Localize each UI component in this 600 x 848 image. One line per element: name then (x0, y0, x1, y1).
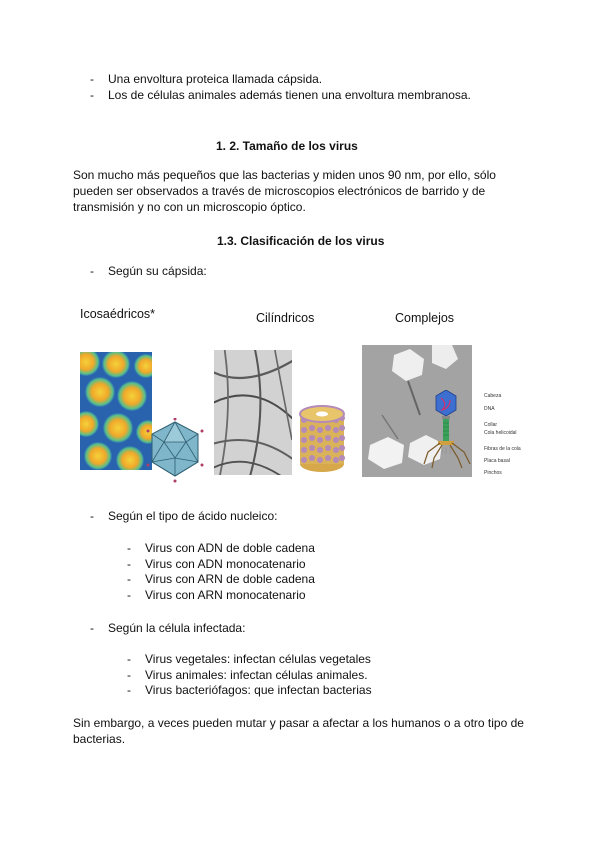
figure-label-complex: Complejos (395, 311, 455, 325)
intro-list-text: Una envoltura proteica llamada cápsida. (108, 72, 323, 86)
bullet-dash: - (127, 652, 131, 666)
criterion-label: Según su cápsida: (108, 264, 207, 278)
nucleic-acid-text: Virus con ARN de doble cadena (145, 572, 315, 586)
bacteriophage-model-icon (420, 390, 476, 470)
bullet-dash: - (127, 588, 131, 602)
nucleic-acid-text: Virus con ADN monocatenario (145, 557, 306, 571)
cell-item-text: Virus animales: infectan células animales. (145, 668, 368, 682)
nucleic-acid-text: Virus con ARN monocatenario (145, 588, 306, 602)
phage-annotation: Collar (484, 422, 498, 428)
bullet-dash: - (90, 72, 94, 86)
phage-annotation: Pinchos (484, 470, 502, 476)
phage-annotation: Cola helicoidal (484, 430, 517, 436)
bullet-dash: - (90, 621, 94, 635)
bullet-dash: - (90, 264, 94, 278)
section-heading-size: 1. 2. Tamaño de los virus (216, 139, 358, 153)
bullet-dash: - (127, 668, 131, 682)
size-paragraph: Son mucho más pequeños que las bacterias y miden unos 90 nm, por ello, sólo pueden ser observados a través de microscopios electrónicos de barrido y de transmisión y no con un microscopio óptico. (73, 168, 496, 214)
bullet-dash: - (127, 683, 131, 697)
icosahedral-micrograph-graphic (80, 352, 152, 470)
phage-annotation: DNA (484, 406, 495, 412)
criterion-label: Según la célula infectada: (108, 621, 246, 635)
bullet-dash: - (127, 541, 131, 555)
cylindrical-micrograph-graphic (214, 350, 292, 475)
figure-label-icosahedral: Icosaédricos* (80, 307, 156, 321)
icosahedral-micrograph (80, 352, 152, 470)
phage-annotation: Placa basal (484, 458, 510, 464)
cell-item-text: Virus vegetales: infectan células vegetales (145, 652, 371, 666)
bullet-dash: - (127, 557, 131, 571)
bullet-dash: - (127, 572, 131, 586)
closing-paragraph: Sin embargo, a veces pueden mutar y pasar a afectar a los humanos o a otro tipo de bacterias. (73, 716, 524, 746)
cylindrical-model-icon (296, 402, 348, 474)
nucleic-acid-text: Virus con ADN de doble cadena (145, 541, 315, 555)
section-heading-classification: 1.3. Clasificación de los virus (217, 234, 385, 248)
figure-label-cylindrical: Cilíndricos (256, 311, 315, 325)
bullet-dash: - (90, 509, 94, 523)
cylindrical-micrograph (214, 350, 292, 475)
phage-annotation: Cabeza (484, 393, 502, 399)
bullet-dash: - (90, 88, 94, 102)
intro-list-text: Los de células animales además tienen una envoltura membranosa. (108, 88, 471, 102)
icosahedron-model-icon (144, 418, 206, 484)
cell-item-text: Virus bacteriófagos: que infectan bacterias (145, 683, 372, 697)
phage-annotation: Fibras de la cola (484, 446, 521, 452)
criterion-label: Según el tipo de ácido nucleico: (108, 509, 278, 523)
